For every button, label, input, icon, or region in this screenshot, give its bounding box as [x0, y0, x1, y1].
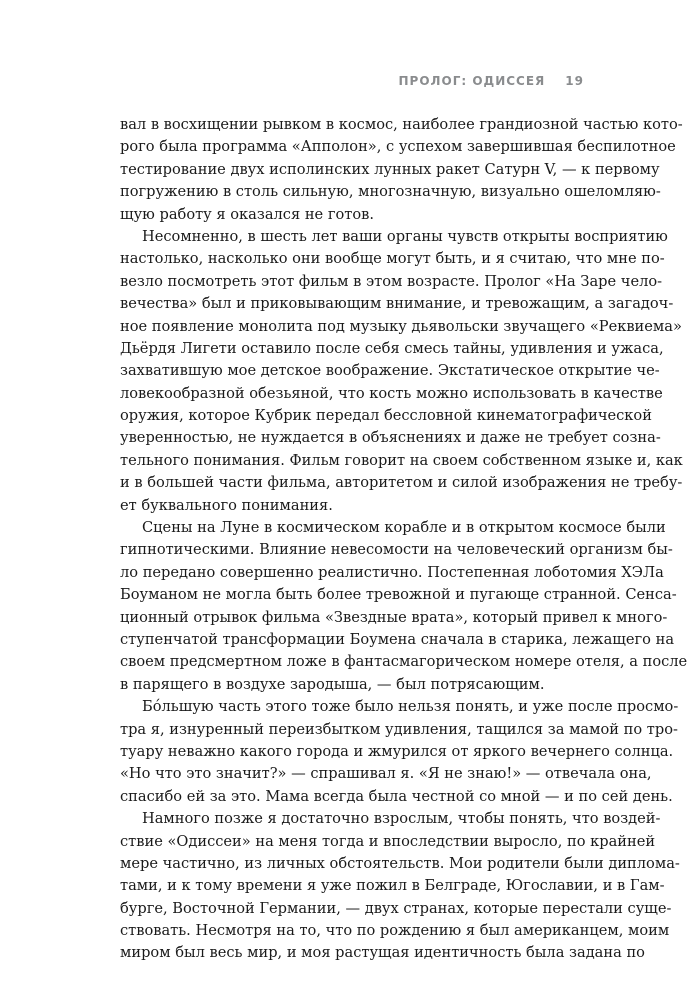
- text-line: гипнотическими. Влияние невесомости на человеческий организм бы-: [120, 541, 673, 559]
- text-line: тра я, изнуренный переизбытком удивления, тащился за мамой по тро-: [120, 720, 678, 738]
- body-text: [120, 114, 687, 965]
- paragraph: [120, 114, 683, 226]
- text-line: мере частично, из личных обстоятельств. Мои родители были диплома-: [120, 854, 680, 872]
- page-number: 19: [565, 74, 584, 88]
- text-line: захватившую мое детское воображение. Экстатическое открытие че-: [120, 362, 660, 380]
- text-line: ствие «Одиссеи» на меня тогда и впоследствии выросло, по крайней: [120, 832, 656, 850]
- text-line: ствовать. Несмотря на то, что по рождению я был американцем, моим: [120, 922, 670, 940]
- text-line: рого была программа «Апполон», с успехом завершившая беспилотное: [120, 138, 676, 156]
- text-line: вал в восхищении рывком в космос, наиболее грандиозной частью кото-: [120, 116, 683, 133]
- paragraph: [120, 696, 679, 808]
- paragraph: [120, 226, 683, 517]
- paragraph: [120, 808, 680, 965]
- text-line: в парящего в воздухе зародыша, — был потрясающим.: [120, 675, 545, 693]
- text-line: Бóльшую часть этого тоже было нельзя понять, и уже после просмо-: [142, 698, 679, 716]
- text-line: уверенностью, не нуждается в объяснениях и даже не требует сознa-: [120, 429, 661, 447]
- running-head: [398, 74, 584, 88]
- text-line: ловекообразной обезьяной, что кость можно использовать в качестве: [120, 384, 663, 402]
- text-line: спасибо ей за это. Мама всегда была честной со мной — и по сей день.: [120, 787, 673, 805]
- text-line: миром был весь мир, и моя растущая идентичность была задана по: [120, 944, 645, 962]
- paragraph: [120, 517, 687, 696]
- text-line: Дьёрдя Лигети оставило после себя смесь тайны, удивления и ужаса,: [120, 339, 664, 357]
- text-line: туару неважно какого города и жмурился от яркого вечернего солнца.: [120, 742, 674, 760]
- text-line: ет буквального понимания.: [120, 496, 333, 514]
- text-line: настолько, насколько они вообще могут быть, и я считаю, что мне по-: [120, 250, 665, 268]
- text-line: Намного позже я достаточно взрослым, чтобы понять, что воздей-: [142, 810, 661, 828]
- text-line: «Но что это значит?» — спрашивал я. «Я не знаю!» — отвечала она,: [120, 765, 652, 783]
- text-line: своем предсмертном ложе в фантасмагорическом номере отеля, а после: [120, 653, 687, 671]
- text-line: тельного понимания. Фильм говорит на своем собственном языке и, как: [120, 451, 683, 469]
- text-line: ное появление монолита под музыку дьявольски звучащего «Реквиема»: [120, 317, 682, 335]
- text-line: везло посмотреть этот фильм в этом возрасте. Пролог «На Заре чело-: [120, 272, 663, 290]
- text-line: ступенчатой трансформации Боумена сначала в старика, лежащего на: [120, 630, 675, 648]
- text-line: ционный отрывок фильма «Звездные врата», который привел к много-: [120, 608, 668, 626]
- text-line: Несомненно, в шесть лет ваши органы чувств открыты восприятию: [142, 227, 668, 245]
- text-line: щую работу я оказался не готов.: [120, 205, 374, 223]
- text-line: бурге, Восточной Германии, — двух странах, которые перестали суще-: [120, 899, 672, 917]
- text-line: Сцены на Луне в космическом корабле и в открытом космосе были: [142, 519, 666, 537]
- text-line: тами, и к тому времени я уже пожил в Белграде, Югославии, и в Гам-: [120, 877, 665, 895]
- text-line: тестирование двух исполинских лунных ракет Сатурн V, — к первому: [120, 160, 660, 178]
- chapter-title: ПРОЛОГ: ОДИССЕЯ: [398, 74, 546, 88]
- text-line: оружия, которое Кубрик передал бессловной кинематографической: [120, 407, 652, 425]
- text-line: ло передано совершенно реалистично. Постепенная лоботомия ХЭЛа: [120, 563, 664, 581]
- text-line: и в большей части фильма, авторитетом и силой изображения не требу-: [120, 474, 683, 492]
- text-line: вечества» был и приковывающим внимание, и тревожащим, а загадоч-: [120, 295, 674, 313]
- text-line: Боуманом не могла быть более тревожной и пугающе странной. Сенса-: [120, 586, 677, 604]
- text-line: погружению в столь сильную, многозначную, визуально ошеломляю-: [120, 183, 661, 201]
